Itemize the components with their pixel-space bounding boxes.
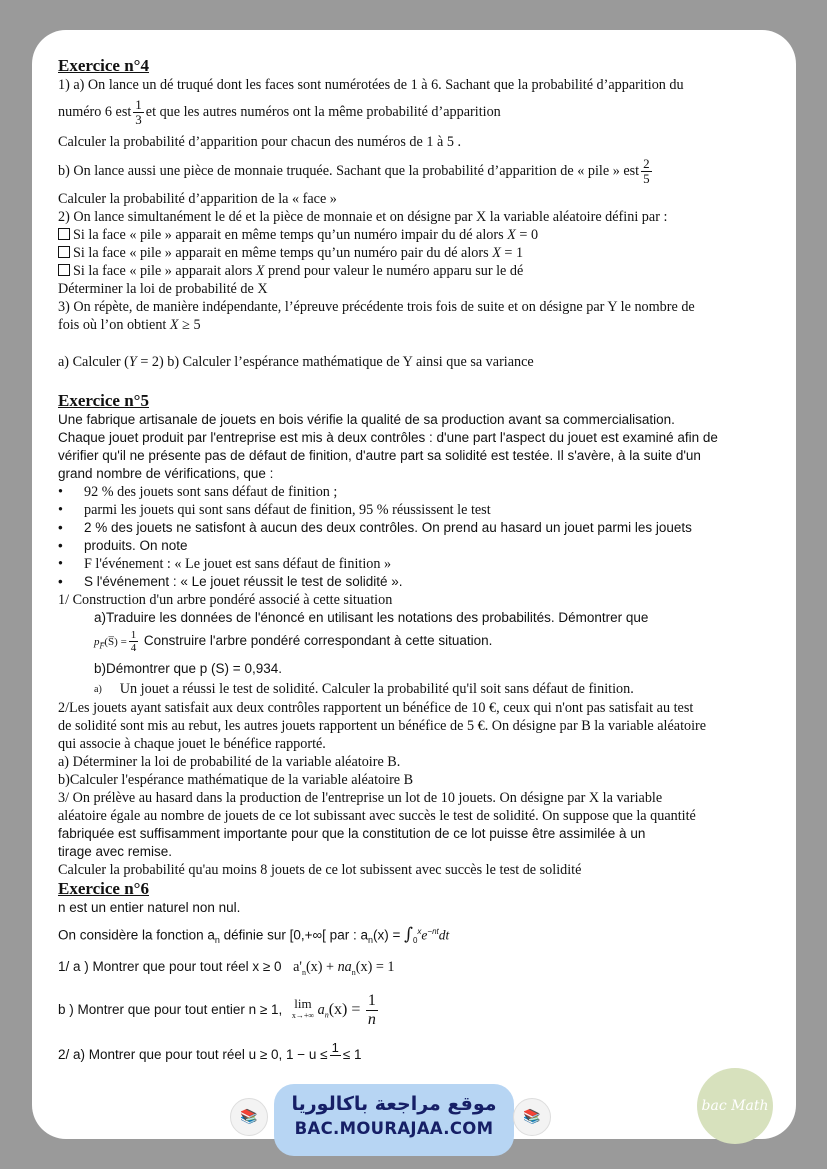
ex6-line-3-text: 1/ a ) Montrer que pour tout réel x ≥ 0 [58,958,282,974]
exercise-4-title: Exercice n°4 [58,56,149,75]
ex5-q3-line-2: aléatoire égale au nombre de jouets de ce lot subissant avec succès le test de solidité. On suppose que la quantité [58,807,696,824]
ex4-case-1-text: Si la face « pile » apparait en même temps qu’un numéro impair du dé alors [73,227,504,243]
var-x: X [492,245,501,261]
ex4-case-3-value: prend pour valeur le numéro apparu sur le dé [268,263,524,279]
prob-subscript: F̅ [99,641,105,651]
ex6-line-5-text: 2/ a) Montrer que pour tout réel u ≥ 0, 1 − u ≤ [58,1046,328,1062]
ex6-line-3-text-c: (x) + [305,958,338,975]
ex5-bullet-4: • F l'événement : « Le jouet est sans défaut de finition » [58,555,788,573]
ex5-para-3: vérifier qu'il ne présente pas de défaut de finition, d'autre part sa solidité est testée. Il s'avère, à la suite d'un [58,448,701,463]
subscript-n: n [214,934,220,945]
ex5-q2-line-5: b)Calculer l'espérance mathématique de la variable aléatoire B [58,771,414,788]
spacer [58,334,788,353]
site-logo-right-icon: 📚 [513,1098,551,1136]
fraction-numerator: 1 [367,991,376,1009]
prob-symbol: p [94,635,100,648]
ex5-bullet-1: • 92 % des jouets sont sans défaut de finition ; [58,483,788,501]
differential: dt [438,927,450,943]
fraction-one-third [133,98,144,127]
ex4-line-10 [58,353,788,371]
ex4-line-7: Déterminer la loi de probabilité de X [58,281,268,297]
integral-lower-bound: 0 [412,935,418,945]
ex4-line-8: 3) On répète, de manière indépendante, l’épreuve précédente trois fois de suite et on désigne par Y le nombre de [58,299,695,315]
ex4-case-1 [58,226,788,244]
ex5-q1a-formula [58,629,788,656]
integral-upper-bound: x [417,926,422,936]
fraction-numerator: 1 [135,97,142,112]
checkbox-square-icon [58,264,70,276]
ex5-bullet-2: • parmi les jouets qui sont sans défaut de finition, 95 % réussissent le test [58,501,788,519]
subscript-n: n [351,967,356,977]
ex4-line-9-value: ≥ 5 [178,317,201,333]
fraction-denominator-hidden [330,1056,341,1070]
ex6-line-2 [58,923,788,950]
checkbox-square-icon [58,246,70,258]
limit-expression [292,998,314,1022]
ex5-q2-line-2: de solidité sont mis au rebut, les autres jouets rapportent un bénéfice de 5 €. On désigne par B la variable aléatoire [58,717,707,734]
ex4-case-2 [58,244,788,262]
banner-arabic-text: موقع مراجعة باكالوريا [291,1093,497,1115]
checkbox-square-icon [58,228,70,240]
ex4-line-10-text-a: a) Calculer ( [58,354,129,370]
fraction-denominator: 3 [135,112,142,127]
prob-argument: (S̅) = [104,635,127,648]
function-a: a [317,1001,325,1018]
ex6-line-1: n est un entier naturel non nul. [58,899,241,915]
ex6-line-4-arg: (x) = [328,1000,361,1018]
ex4-case-3-text: Si la face « pile » apparait alors [73,263,253,279]
subscript-n: n [324,1010,329,1020]
subscript-n: n [367,934,373,945]
ex4-line-9-text: fois où l’on obtient [58,317,167,333]
exercise-6-title: Exercice n°6 [58,878,149,898]
ex4-line-6: 2) On lance simultanément le dé et la pièce de monnaie et on désigne par X la variable aléatoire défini par : [58,209,668,225]
ex5-q2-line-4: a) Déterminer la loi de probabilité de la variable aléatoire B. [58,753,401,770]
exp-base: e [421,927,428,943]
document-content [58,56,788,1070]
ex5-q2-line-1: 2/Les jouets ayant satisfait aux deux contrôles rapportent un bénéfice de 10 €, ceux qui n'ont pas satisfait au test [58,699,694,716]
ex5-para-4: grand nombre de vérifications, que : [58,466,274,481]
bac-math-logo: bac Math [697,1068,773,1144]
integral-sign-icon: ∫ [404,924,413,945]
fraction-two-fifths [641,157,652,186]
ex6-line-5 [58,1041,788,1070]
ex5-bullet-3-cont-text: produits. On note [84,538,188,553]
ex4-line-2-text-a: numéro 6 est [58,103,132,120]
ex5-q3-line-3: fabriquée est suffisamment importante pour que la constitution de ce lot puisse être assimilée à un [58,825,646,841]
fraction-denominator: 4 [130,642,137,654]
banner-site-url[interactable]: BAC.MOURAJAA.COM [294,1119,494,1138]
ex6-line-2-text-a: On considère la fonction a [58,927,215,943]
ex4-case-2-text: Si la face « pile » apparait en même temps qu’un numéro pair du dé alors [73,245,489,261]
ex6-line-2-text-b: définie sur [0,+∞[ par : a [219,927,368,943]
lim-subscript: x→+∞ [291,1011,315,1021]
ex5-bullet-5: • S l'événement : « Le jouet réussit le test de solidité ». [58,573,788,591]
var-x: X [507,227,516,243]
fraction-denominator: n [367,1010,376,1028]
ex5-para-1: Une fabrique artisanale de jouets en bois vérifie la qualité de sa production avant sa commercialisation. [58,412,675,427]
lim-label: lim [294,996,312,1012]
ex4-case-3 [58,262,788,280]
ex4-line-4-text: b) On lance aussi une pièce de monnaie truquée. Sachant que la probabilité d’apparition de « pile » est [58,162,640,179]
ex5-para-2: Chaque jouet produit par l'entreprise est mis à deux contrôles : d'une part l'aspect du jouet est examiné afin de [58,430,718,445]
ex5-q3-line-5: Calculer la probabilité qu'au moins 8 jouets de ce lot subissent avec succès le test de solidité [58,861,582,878]
ex6-line-4 [58,992,788,1029]
ex4-line-3: Calculer la probabilité d’apparition pour chacun des numéros de 1 à 5 . [58,134,462,150]
ex5-q1: 1/ Construction d'un arbre pondéré associé à cette situation [58,592,393,608]
ex4-line-5: Calculer la probabilité d’apparition de la « face » [58,191,337,207]
document-page [32,30,796,1139]
site-banner[interactable] [274,1084,514,1156]
exponent: −nt [427,926,439,936]
fraction-one-quarter [129,629,139,654]
var-y: Y [128,354,137,370]
ex6-line-2-text-c: (x) = [372,927,405,943]
ex5-q2-line-3: qui associe à chaque jouet le bénéfice rapporté. [58,735,326,752]
ex5-bullet-3: • 2 % des jouets ne satisfont à aucun des deux contrôles. On prend au hasard un jouet parmi les jouets [58,519,788,537]
var-x: X [169,317,179,333]
ex4-line-9 [58,316,788,334]
exercise-5-title: Exercice n°5 [58,391,149,410]
ex6-line-3-text-e: (x) = 1 [355,958,395,975]
fraction-numerator: 1 [331,1039,339,1055]
ex4-line-10-text-b: = 2) b) Calculer l’espérance mathématique de Y ainsi que sa variance [136,354,534,370]
var-x: X [255,263,265,279]
ex6-line-5-end: ≤ 1 [342,1046,362,1062]
fraction-numerator: 2 [643,156,650,171]
fraction-one-over-n [366,992,378,1029]
spacer [58,371,788,391]
ex5-q1b: b)Démontrer que p (S) = 0,934. [94,660,282,676]
ex5-q1c-text: Un jouet a réussi le test de solidité. Calculer la probabilité qu'il soit sans défaut de finition. [119,680,634,697]
ex5-q1a-text-b: Construire l'arbre pondéré correspondant à cette situation. [143,632,493,648]
ex5-q1a: a)Traduire les données de l'énoncé en utilisant les notations des probabilités. Démontrer que [94,610,649,625]
ex5-q1c-label: a) [94,683,102,695]
site-logo-left-icon: 📚 [230,1098,268,1136]
ex4-case-2-value: = 1 [500,245,524,261]
ex6-line-3 [58,958,788,982]
ex5-q3-line-1: 3/ On prélève au hasard dans la production de l'entreprise un lot de 10 jouets. On désigne par X la variable [58,789,663,806]
ex6-line-3-term: na [337,958,352,975]
fraction-partial [330,1041,341,1070]
ex5-q1c [58,680,788,699]
ex4-line-2 [58,98,788,127]
fraction-denominator: 5 [643,171,650,186]
ex4-line-2-text-b: et que les autres numéros ont la même probabilité d’apparition [145,103,501,120]
ex4-line-1: 1) a) On lance un dé truqué dont les faces sont numérotées de 1 à 6. Sachant que la probabilité d’apparition du [58,77,684,93]
ex4-line-4 [58,157,788,186]
fraction-numerator: 1 [130,629,137,641]
ex4-case-1-value: = 0 [515,227,539,243]
derivative-symbol: a' [293,958,302,975]
ex6-line-4-text: b ) Montrer que pour tout entier n ≥ 1, [58,1001,283,1017]
subscript-n: n [301,967,306,977]
ex5-q3-line-4: tirage avec remise. [58,843,173,859]
ex5-bullet-3-cont [58,537,788,555]
